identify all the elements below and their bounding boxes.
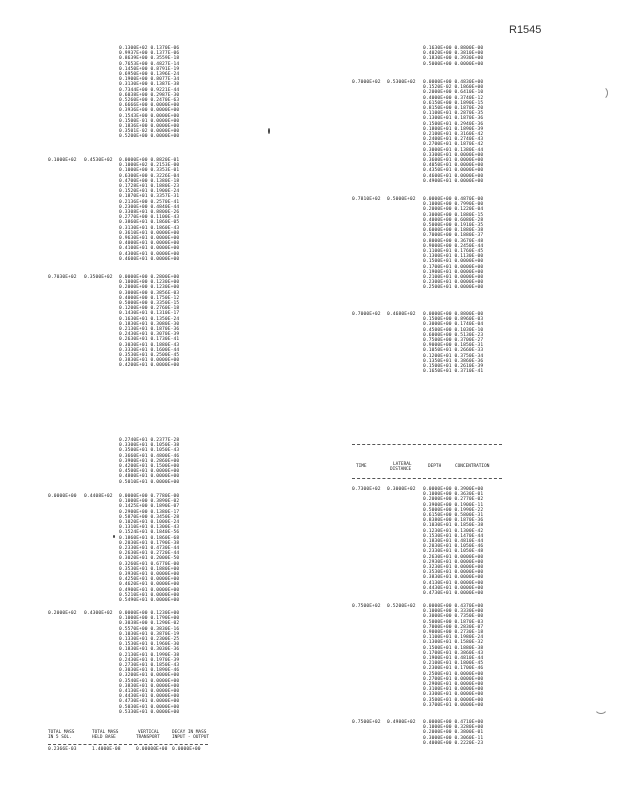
data-row: 0.3200E+01 0.0000E+00 [119,673,180,679]
data-row: 0.5000E+00 0.1870E-03 [423,619,484,625]
data-row: 0.1700E+01 0.3860E-43 [423,650,484,656]
data-row: 0.3260E+01 0.6770E-00 [119,561,180,567]
data-row: 0.3300E+01 0.0000E+00 [423,692,484,698]
data-row: 0.5260E+00 0.2470E-63 [119,98,180,103]
data-row: 0.3000E+01 0.1380E-44 [423,147,484,153]
data-row: 0.1900E+01 0.0000E+00 [423,269,484,275]
data-row: 0.1500E+00 0.8960E-03 [423,317,484,323]
data-row: 0.6000E+00 0.5130E-23 [423,332,484,338]
data-row: 0.5210E+01 0.0000E+00 [119,592,180,598]
group-lateral: 0.4680E+02 [387,312,416,317]
scan-speck [113,535,115,538]
data-row: 0.1100E+01 0.1760E-45 [423,249,484,254]
data-row: 0.2930E+01 0.0000E+00 [423,559,484,565]
data-row: 0.2136E+00 0.2570E-41 [119,199,180,205]
data-row: 0.0000E+00 0.4870E-00 [423,197,484,202]
group-lateral: 0.4530E+02 [84,158,113,163]
group-time: 0.0000E+00 [48,494,77,499]
data-row: 0.0000E+00 0.4370E+00 [423,604,484,609]
group-lateral: 0.5300E+02 [387,80,416,85]
data-row: 0.2000E+00 0.2770E-02 [423,497,484,503]
summary-col-decay-sub: INPUT - OUTPUT [172,735,210,740]
data-row: 0.4430E+01 0.0000E+00 [119,694,180,700]
data-row: 0.1500E+01 0.0000E+00 [423,259,484,265]
data-row: 0.1330E+01 0.2300E-25 [119,637,180,642]
data-row: 0.5570E+00 0.3830E-16 [119,626,180,632]
data-row: 0.2130E+01 0.1870E-36 [119,327,180,332]
data-row: 0.0000E+00 0.3900E+00 [423,487,484,492]
data-row: 0.1300E+01 0.1130E-00 [423,254,484,260]
data-row: 0.8380E+00 0.1870E-36 [423,518,484,524]
data-row: 0.0000E+00 0.4710E+00 [423,720,484,725]
group-lateral: 0.4408E+02 [84,494,113,499]
data-row: 0.3830E+01 0.0000E+00 [119,358,180,364]
data-row: 0.4500E+00 0.1030E-10 [423,327,484,333]
data-row: 0.1200E+00 0.2760E-18 [119,306,180,312]
data-row: 0.1300E+02 0.1370E-06 [119,46,180,51]
data-row: 0.1728E+01 0.1880E-23 [119,184,180,189]
data-row: 0.1500E-01 0.0000E+00 [119,118,180,124]
data-row: 0.1630E+00 0.8800E-00 [423,46,484,51]
data-row: 0.1830E+00 0.3930E+00 [423,56,484,62]
data-row: 0.1450E+00 0.8791E-19 [119,66,180,72]
data-row: 0.5000E+00 0.0000E+00 [423,61,484,67]
data-row: 0.1530E+01 0.1960E-30 [119,642,180,648]
data-row: 0.7000E+00 0.1880E-37 [423,233,484,239]
data-row: 0.3130E+01 0.1860E-43 [119,225,180,231]
data-row: 0.1300E+01 0.1870E-36 [423,116,484,122]
data-row: 0.3830E+01 0.0000E+00 [119,683,180,689]
scan-artifact [594,86,608,100]
data-row: 0.0000E+00 0.1230E+00 [119,611,180,616]
data-row: 0.2900E+01 0.0000E+00 [423,682,484,687]
group-time: 0.1000E+02 [48,158,77,163]
data-row: 0.6150E+00 0.1890E-15 [423,100,484,106]
data-row: 0.2740E+01 0.2377E-28 [119,438,180,443]
data-row: 0.2300E+01 0.0000E+00 [423,280,484,286]
data-row: 0.3700E+01 0.0000E+00 [423,702,484,708]
data-row: 0.1860E+01 0.1860E-68 [119,535,180,541]
data-row: 0.2330E+01 0.1050E-48 [423,549,484,555]
results-rule-top [352,444,502,445]
data-row: 0.5870E+00 0.3450E-28 [119,514,180,520]
data-row: 0.1030E+01 0.3870E-19 [119,631,180,637]
data-row: 0.2630E+01 0.2720E-44 [119,551,180,557]
data-row: 0.5000E+00 0.3350E-15 [119,301,180,306]
data-row: 0.3860E+01 0.1860E-05 [119,220,180,226]
data-row: 0.2630E+01 0.1730E-41 [119,337,180,343]
data-row: 0.6150E+00 0.5800E-31 [423,513,484,518]
data-row: 0.2030E+01 0.1790E-38 [119,540,180,546]
data-row: 0.3300E+01 0.0000E+00 [423,152,484,158]
data-row: 0.2100E+01 0.0000E+00 [423,275,484,280]
data-row: 0.3308E+01 0.8800E-26 [119,210,180,215]
data-row: 0.2000E+00 0.3800E-01 [423,730,484,736]
data-row: 0.9937E+00 0.1377E-06 [119,51,180,57]
group-time: 0.7500E+02 [352,604,381,609]
data-row: 0.1230E+01 0.1300E-42 [423,528,484,534]
data-row: 0.4900E+01 0.0000E+00 [119,587,180,593]
data-row: 0.9000E+00 0.2450E-44 [423,243,484,249]
data-row: 0.4000E+00 0.3740E-12 [423,95,484,101]
group-lateral: 0.5000E+02 [387,197,416,202]
data-row: 0.4700E+00 0.1380E-18 [119,178,180,184]
group-lateral: 0.4300E+02 [84,611,113,616]
data-row: 0.4000E+00 0.1750E-12 [119,295,180,301]
group-time: 0.7000E+02 [352,80,381,85]
data-row: 0.1630E+01 0.1350E-24 [119,316,180,322]
summary-col-mass-sol-sub: IN 5 SOL. [48,735,72,740]
data-row: 0.2630E+01 0.0000E+00 [423,554,484,560]
group-lateral: 0.3000E+02 [387,487,416,492]
data-row: 0.3030E+01 0.1880E-43 [119,342,180,348]
data-row: 0.1050E+01 0.2660E-33 [423,348,484,354]
data-row: 0.3020E+01 0.2000E-50 [119,556,180,562]
data-row: 0.3530E+01 0.1880E+00 [119,566,180,572]
data-row: 0.3000E+00 0.3856E-03 [119,290,180,296]
data-row: 0.2500E+01 0.0000E+00 [423,671,484,677]
group-time: 0.7030E+02 [48,275,77,280]
data-row: 0.4500E+01 0.0000E+00 [119,469,180,475]
data-row: 0.7500E+00 0.3700E-27 [423,338,484,343]
data-row: 0.4000E+00 0.2220E-23 [423,740,484,746]
data-row: 0.1000E+02 0.2153E-00 [119,163,180,169]
data-row: 0.1650E+01 0.3710E-41 [423,369,484,375]
summary-rule [48,744,208,745]
data-row: 0.0000E+00 0.2800E+00 [119,275,180,280]
data-row: 0.1500E+01 0.1880E-38 [423,645,484,651]
data-row: 0.2770E+00 0.1100E-43 [119,215,180,221]
data-row: 0.1900E+00 0.8077E-34 [119,77,180,83]
data-row: 0.9000E+00 0.1850E-31 [423,343,484,349]
data-row: 0.4350E+01 0.0000E+00 [423,168,484,174]
data-row: 0.3330E+01 0.1600E-44 [119,347,180,353]
data-row: 0.3530E+01 0.2500E-45 [119,353,180,358]
results-col-distance: DISTANCE [390,467,412,472]
data-row: 0.4430E+01 0.0000E+00 [423,585,484,591]
data-row: 0.1524E+01 0.1840E-56 [119,530,180,536]
data-row: 0.1000E+00 0.3630E-01 [423,492,484,498]
data-row: 0.1000E+00 0.1790E+00 [119,616,180,622]
data-row: 0.4600E+01 0.0000E+00 [423,173,484,179]
data-row: 0.2130E+01 0.1990E-38 [119,652,180,658]
data-row: 0.1350E+01 0.3860E-36 [423,358,484,364]
data-row: 0.8150E+00 0.1870E-20 [423,106,484,111]
data-row: 0.7000E+00 0.2830E-07 [423,624,484,630]
data-row: 0.3300E+01 0.1050E-38 [119,443,180,449]
data-row: 0.2100E+01 0.1800E-45 [423,661,484,667]
data-row: 0.3900E+01 0.2860E+00 [119,458,180,464]
summary-col-mass-base-sub: HELD BASE [92,735,116,740]
data-row: 0.0000E+00 0.7780E-00 [119,494,180,499]
data-row: 0.1836E+00 0.0000E+00 [119,124,180,129]
data-row: 0.1300E+01 0.1580E-32 [423,640,484,646]
data-row: 0.9630E+01 0.0000E+00 [119,236,180,241]
data-row: 0.4000E+00 0.6080E-28 [423,217,484,223]
data-row: 0.3130E+00 0.1387E-38 [119,82,180,88]
data-row: 0.1000E+00 0.3890E-02 [119,499,180,505]
group-time: 0.2000E+02 [48,611,77,616]
data-row: 0.1000E+00 0.1230E+00 [119,280,180,286]
group-lateral: 0.4980E+02 [387,720,416,725]
data-row: 0.1530E+01 0.1470E-44 [423,533,484,539]
summary-col-vertical-title: VERTICAL [138,730,160,735]
data-row: 0.1000E+00 0.7990E-00 [423,202,484,208]
data-row: 0.2500E+01 0.0000E+00 [423,285,484,291]
data-row: 0.3500E+01 0.1050E-43 [119,448,180,454]
data-row: 0.1100E+01 0.1980E-24 [423,635,484,641]
data-row: 0.3500E+01 0.0000E+00 [423,697,484,703]
data-row: 0.0000E+00 0.8800E-00 [423,312,484,317]
data-row: 0.5490E+01 0.0000E+00 [119,598,180,603]
group-time: 0.7300E+02 [352,487,381,492]
data-row: 0.1030E+01 0.1850E-38 [423,523,484,529]
group-time: 0.7810E+02 [352,197,381,202]
data-row: 0.7653E+00 0.4827E-14 [119,61,180,67]
data-row: 0.1000E+00 0.3280E+00 [423,725,484,731]
data-row: 0.2030E+01 0.1050E-46 [423,544,484,550]
results-col-time: TIME [356,464,367,469]
data-row: 0.5200E+00 0.0000E+00 [119,134,180,140]
data-row: 0.1520E+01 0.1900E-24 [119,189,180,195]
data-row: 0.1543E+00 0.0000E+00 [119,113,180,119]
results-col-concentration: CONCENTRATION [455,464,490,469]
summary-value-mass-base: 1.4000E-08 [92,747,121,752]
data-row: 0.2000E+00 0.1220E-04 [423,207,484,213]
data-row: 0.1000E+00 0.3330E+00 [423,609,484,615]
group-time: 0.7500E+02 [352,720,381,725]
data-row: 0.1500E+01 0.2940E-36 [423,121,484,127]
data-row: 0.1430E+01 0.1310E-17 [119,311,180,317]
data-row: 0.1800E+01 0.1890E-39 [423,126,484,132]
data-row: 0.1000E+00 0.3353E-01 [119,168,180,174]
data-row: 0.4130E+01 0.0000E+00 [423,580,484,586]
data-row: 0.3900E+00 0.1900E-11 [423,502,484,508]
data-row: 0.3038E+00 0.1290E-02 [119,621,180,627]
data-row: 0.3930E+01 0.0000E+00 [119,572,180,577]
data-row: 0.1830E+01 0.3030E-36 [119,647,180,653]
data-row: 0.3936E+00 0.0000E+00 [119,108,180,114]
results-col-depth: DEPTH [428,464,442,469]
data-row: 0.2700E+01 0.1870E-42 [423,142,484,148]
data-row: 0.5000E+00 0.1990E-22 [423,507,484,513]
data-row: 0.4130E+01 0.0000E+00 [119,689,180,694]
group-lateral: 0.5200E+02 [387,604,416,609]
data-row: 0.3000E+00 0.1740E-04 [423,322,484,328]
summary-col-decay-title: DECAY IN MASS [172,730,207,735]
data-row: 0.5000E+00 0.1910E-35 [423,223,484,228]
data-row: 0.2000E+00 0.1230E+00 [119,285,180,291]
data-row: 0.5330E+01 0.0000E+00 [119,709,180,715]
data-row: 0.3100E+01 0.0000E+00 [423,687,484,693]
data-row: 0.2730E+01 0.1850E-43 [119,663,180,668]
data-row: 0.4600E+01 0.0000E+00 [119,256,180,262]
data-row: 0.4900E+01 0.0000E+00 [423,178,484,184]
data-row: 0.3000E+00 0.1880E-15 [423,212,484,218]
data-row: 0.4730E+01 0.0000E+00 [119,699,180,705]
scan-speck [268,128,270,134]
data-row: 0.2300E+00 0.4840E-44 [119,204,180,210]
data-row: 0.2000E+00 0.6410E-10 [423,90,484,96]
data-row: 0.6038E+00 0.2987E-30 [119,92,180,98]
summary-col-mass-base-title: TOTAL MASS [92,730,119,735]
data-row: 0.6950E+00 0.1396E-24 [119,72,180,77]
data-row: 0.3610E+01 0.0000E+00 [119,230,180,236]
data-row: 0.1020E+01 0.1000E-24 [119,520,180,525]
data-row: 0.1830E+01 0.3080E-30 [119,321,180,327]
data-row: 0.4050E+01 0.0000E+00 [423,163,484,169]
data-row: 0.5010E+01 0.0000E+00 [119,479,180,485]
summary-value-decay: 0.0000E+00 [172,747,201,752]
scan-artifact [594,700,608,714]
data-row: 0.1870E+01 0.3357E-31 [119,194,180,200]
data-row: 0.4000E+01 0.0000E+00 [119,241,180,247]
results-rule-bottom [352,478,502,479]
data-row: 0.6300E+00 0.3226E-04 [119,173,180,179]
group-lateral: 0.3500E+02 [84,275,113,280]
data-row: 0.4730E+01 0.0000E+00 [423,591,484,596]
data-row: 0.4800E+01 0.0000E+00 [119,474,180,480]
data-row: 0.4620E+01 0.0000E+00 [119,582,180,588]
data-row: 0.1830E+01 0.4810E-44 [423,539,484,544]
data-row: 0.0000E+00 0.4830E+00 [423,80,484,85]
data-row: 0.3000E+00 0.7350E-00 [423,614,484,620]
data-row: 0.4300E+01 0.0000E+00 [119,251,180,257]
data-row: 0.4200E+01 0.0000E+00 [119,363,180,369]
data-row: 0.2430E+01 0.1970E-39 [119,657,180,663]
data-row: 0.2900E+00 0.1380E-17 [119,509,180,515]
results-col-lateral: LATERAL [393,462,412,467]
data-row: 0.1425E+00 0.1890E-07 [119,504,180,510]
group-time: 0.7000E+02 [352,312,381,317]
data-row: 0.9000E+00 0.2730E-18 [423,630,484,635]
data-row: 0.1700E+01 0.0000E+00 [423,264,484,270]
data-row: 0.2430E+01 0.3070E-39 [119,332,180,338]
data-row: 0.3540E+01 0.0000E+00 [119,678,180,684]
data-row: 0.6000E+00 0.1880E-38 [423,228,484,234]
data-row: 0.1100E+01 0.2870E-35 [423,111,484,117]
data-row: 0.3530E+01 0.0000E+00 [423,570,484,576]
data-row: 0.2400E+01 0.2740E-43 [423,137,484,143]
data-row: 0.2300E+01 0.1700E-46 [423,666,484,672]
data-row: 0.3030E+01 0.1890E-46 [119,668,180,674]
data-row: 0.2330E+01 0.4730E-44 [119,546,180,551]
data-row: 0.8639E+00 0.3559E-18 [119,56,180,62]
data-row: 0.4020E+00 0.3810E+00 [423,51,484,57]
data-row: 0.3830E+01 0.0000E+00 [423,575,484,581]
data-row: 0.1900E+01 0.4810E-44 [423,656,484,661]
data-row: 0.1520E-02 0.1860E+00 [423,85,484,91]
data-row: 0.2100E+01 0.3160E-42 [423,132,484,137]
data-row: 0.5030E+01 0.0000E+00 [119,704,180,710]
summary-value-vertical: 0.00000E+00 [136,747,168,752]
data-row: 0.6666E+00 0.0000E+00 [119,103,180,109]
data-row: 0.4200E+01 0.1500E+00 [119,464,180,469]
summary-col-mass-sol-title: TOTAL MASS [48,730,75,735]
data-row: 0.3230E+01 0.0000E+00 [423,565,484,570]
data-row: 0.1500E+01 0.2610E-39 [423,364,484,369]
data-row: 0.2700E+01 0.0000E+00 [423,676,484,682]
data-row: 0.8000E+00 0.3670E-48 [423,238,484,244]
data-row: 0.4250E+01 0.0000E+00 [119,577,180,583]
summary-value-mass-sol: 0.2366E-03 [48,747,77,752]
data-row: 0.3660E+01 0.4800E-46 [119,453,180,459]
data-row: 0.3000E+00 0.3060E-11 [423,735,484,741]
summary-col-vertical-sub: TRANSPORT [136,735,160,740]
data-row: 0.1310E+01 0.1300E-43 [119,525,180,531]
data-row: 0.7344E+00 0.9221E-44 [119,87,180,93]
data-row: 0.1200E+01 0.3750E-34 [423,353,484,359]
data-row: 0.3600E+01 0.0000E+00 [423,158,484,163]
page-id: R1545 [509,24,542,36]
data-row: 0.4100E+01 0.0000E+00 [119,246,180,252]
data-row: 0.0000E+00 0.8820E-01 [119,158,180,163]
data-row: 0.3501E-02 0.0000E+00 [119,129,180,135]
